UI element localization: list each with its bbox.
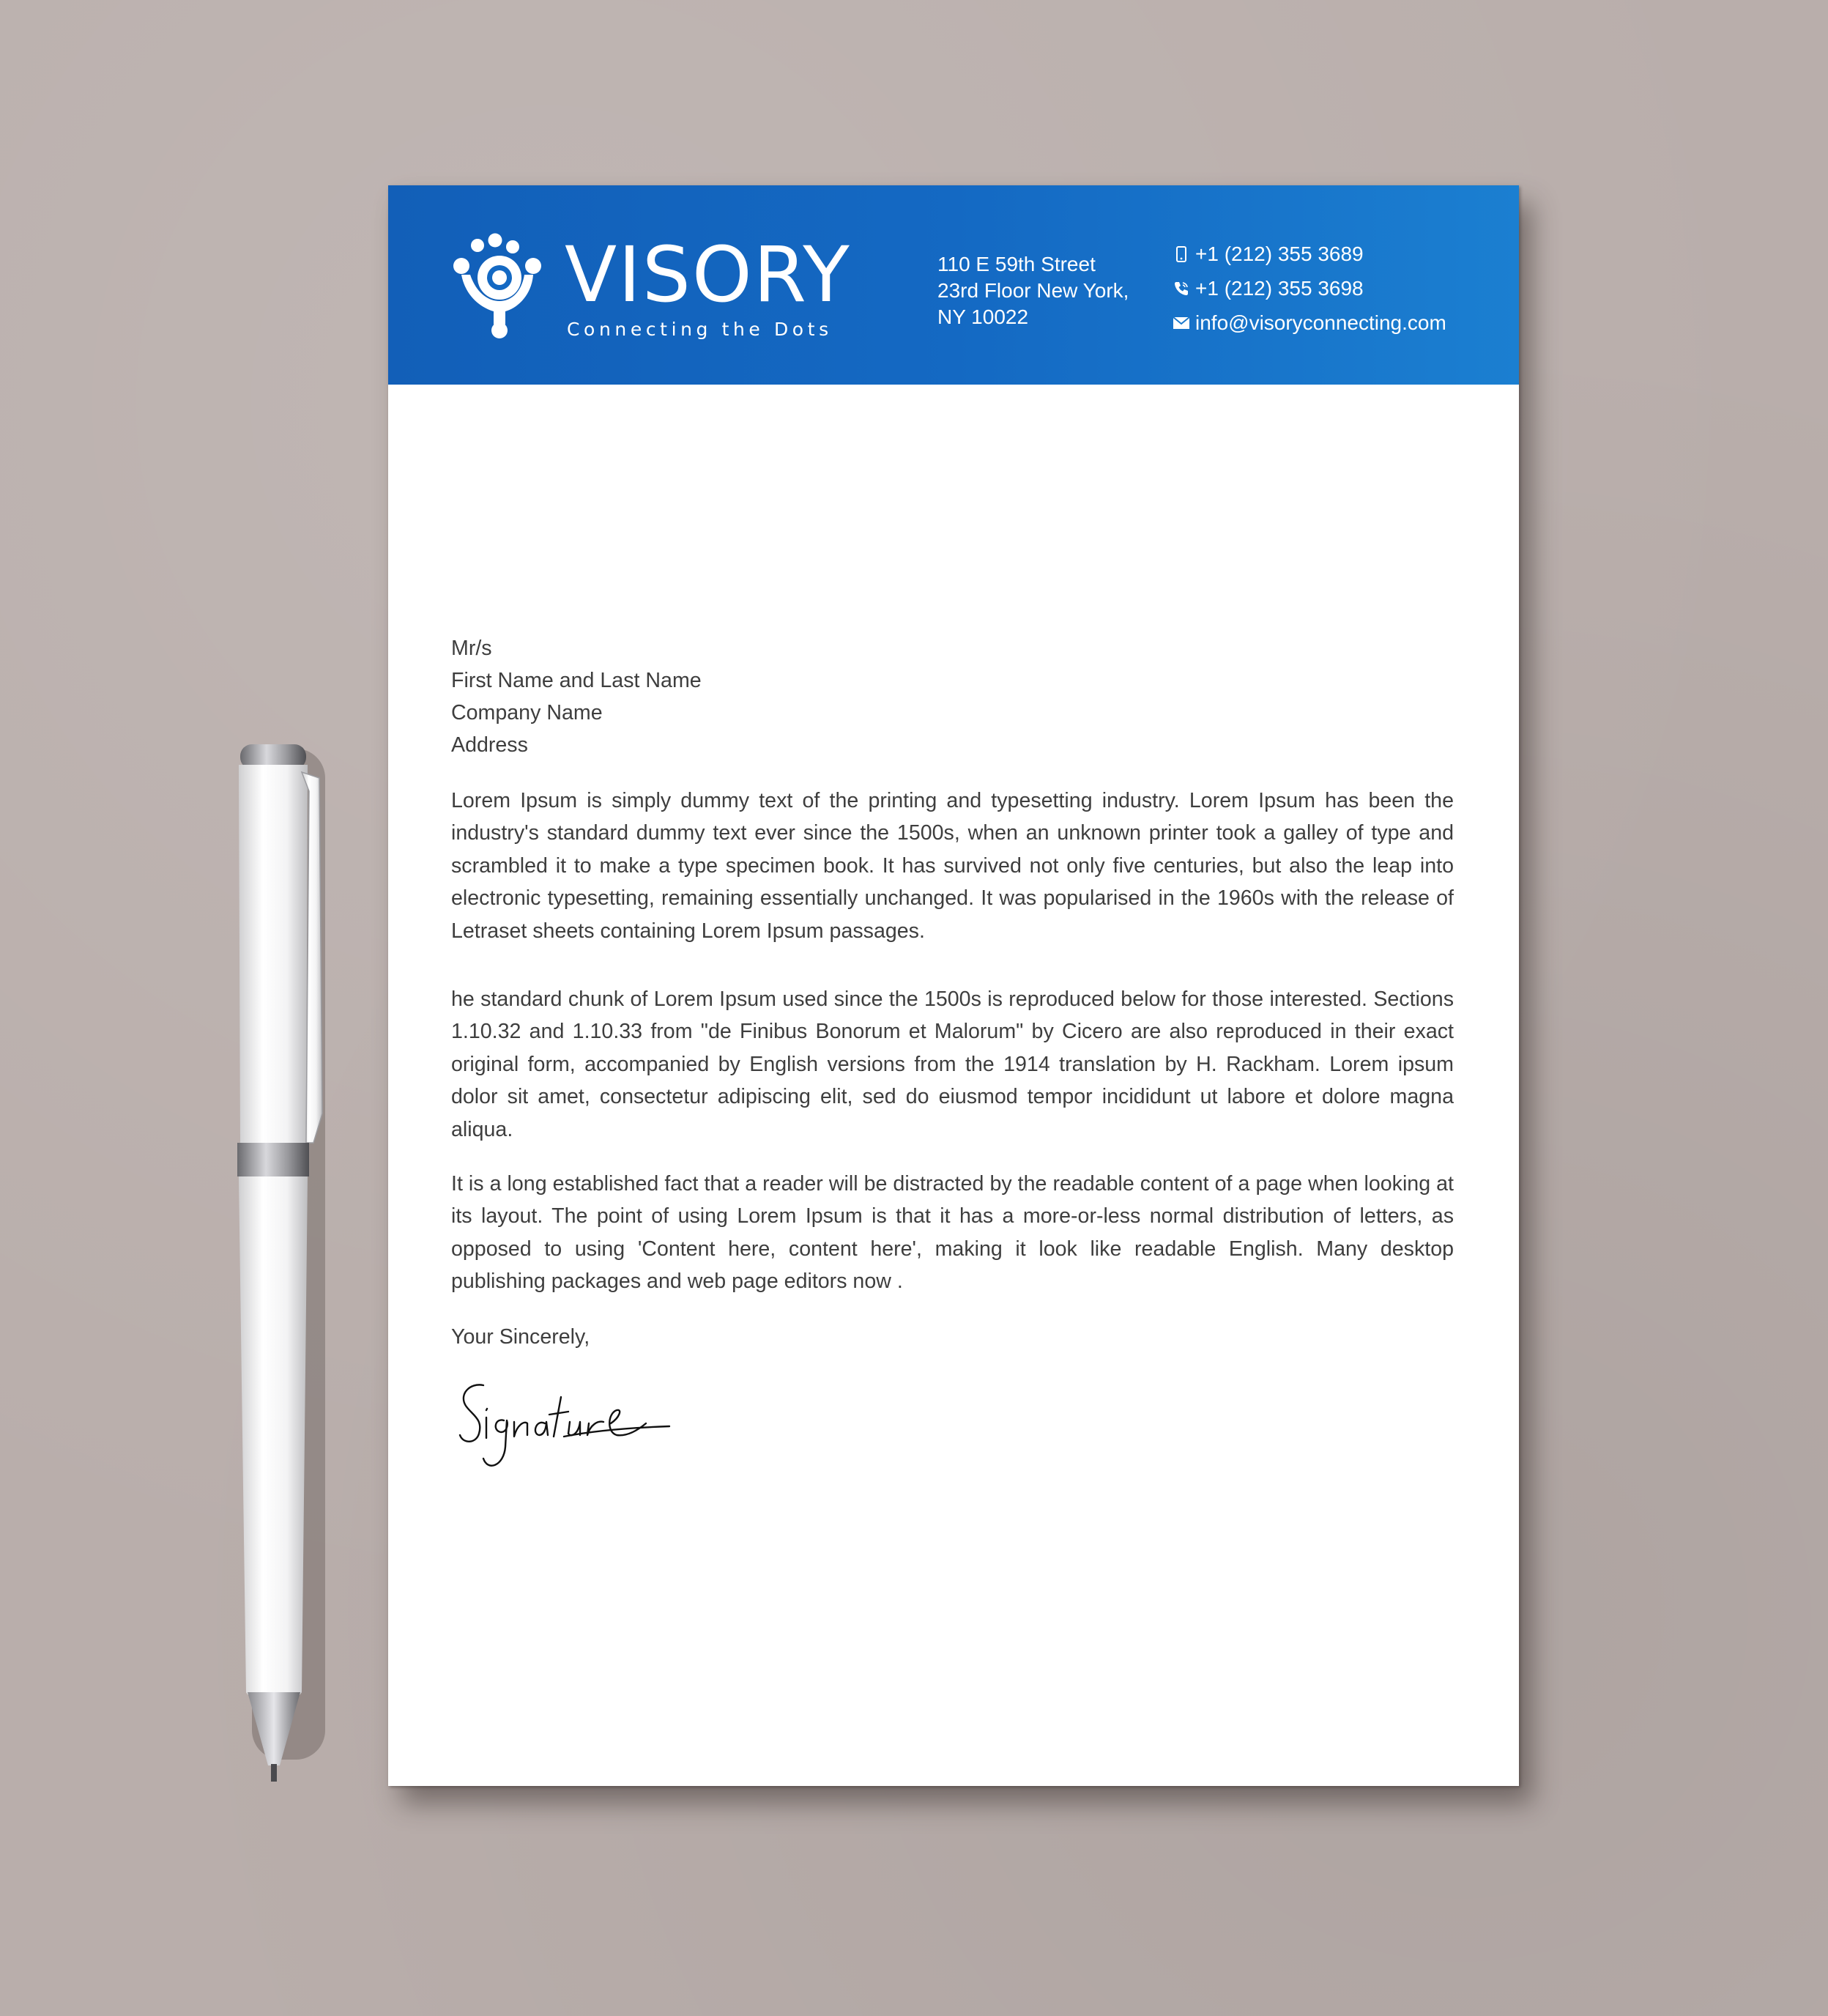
contact-phone-text: +1 (212) 355 3698 (1195, 276, 1364, 300)
phone-icon (1173, 281, 1189, 297)
body-paragraph-3: It is a long established fact that a reader will be distracted by the readable content of a page when looking at its layout. The point of using Lorem Ipsum is that it has a more-or-less normal distribution of letters, as opposed to using 'Content here, content here', making it look like readable English. Many desktop publishing packages and web page editors now . (451, 1172, 1454, 1294)
recipient-address: Address (451, 733, 528, 757)
contact-email (1173, 305, 1446, 340)
contact-info (1173, 237, 1446, 340)
brand-logo (451, 232, 861, 349)
body-paragraph-2: he standard chunk of Lorem Ipsum used since the 1500s is reproduced below for those interested. Sections 1.10.32 and 1.10.33 from "de Finibus Bonorum et Malorum" by Cicero are also reproduced in their exact original form, accompanied by English versions from the 1914 translation by H. Rackham. Lorem ipsum dolor sit amet, consectetur adipiscing elit, sed do eiusmod tempor incididunt ut labore et dolore magna aliqua. (451, 987, 1454, 1141)
letterhead-sheet (388, 185, 1519, 1786)
body-paragraph-1: Lorem Ipsum is simply dummy text of the printing and typesetting industry. Lorem Ipsum has been the industry's standard dummy text ever since the 1500s, when an unknown printer took a galley of type and scrambled it to make a type specimen book. It has survived not only five centuries, but also the leap into electronic typesetting, remaining essentially unchanged. It was popularised in the 1960s with the release of Letraset sheets containing Lorem Ipsum passages. (451, 789, 1454, 943)
mobile-phone-icon (1173, 246, 1189, 262)
brand-tagline: Connecting the Dots (567, 319, 833, 340)
letter-body (451, 632, 1454, 1353)
brand-name: VISORY (565, 230, 851, 319)
ballpoint-pen (220, 733, 337, 1802)
closing-line: Your Sincerely, (451, 1324, 590, 1349)
recipient-company: Company Name (451, 701, 603, 724)
contact-mobile (1173, 237, 1446, 271)
letterhead-header (388, 185, 1519, 385)
handwritten-signature (454, 1376, 674, 1479)
recipient-salutation: Mr/s (451, 637, 492, 660)
envelope-icon (1173, 315, 1189, 331)
contact-phone (1173, 271, 1446, 305)
company-address (937, 251, 1129, 330)
contact-mobile-text: +1 (212) 355 3689 (1195, 242, 1364, 265)
address-line-3: NY 10022 (937, 305, 1029, 328)
address-line-2: 23rd Floor New York, (937, 279, 1129, 302)
recipient-name: First Name and Last Name (451, 669, 702, 692)
connected-dots-logo-icon (451, 232, 561, 342)
recipient-block (451, 632, 1454, 761)
contact-email-text: info@visoryconnecting.com (1195, 311, 1446, 334)
address-line-1: 110 E 59th Street (937, 253, 1096, 275)
